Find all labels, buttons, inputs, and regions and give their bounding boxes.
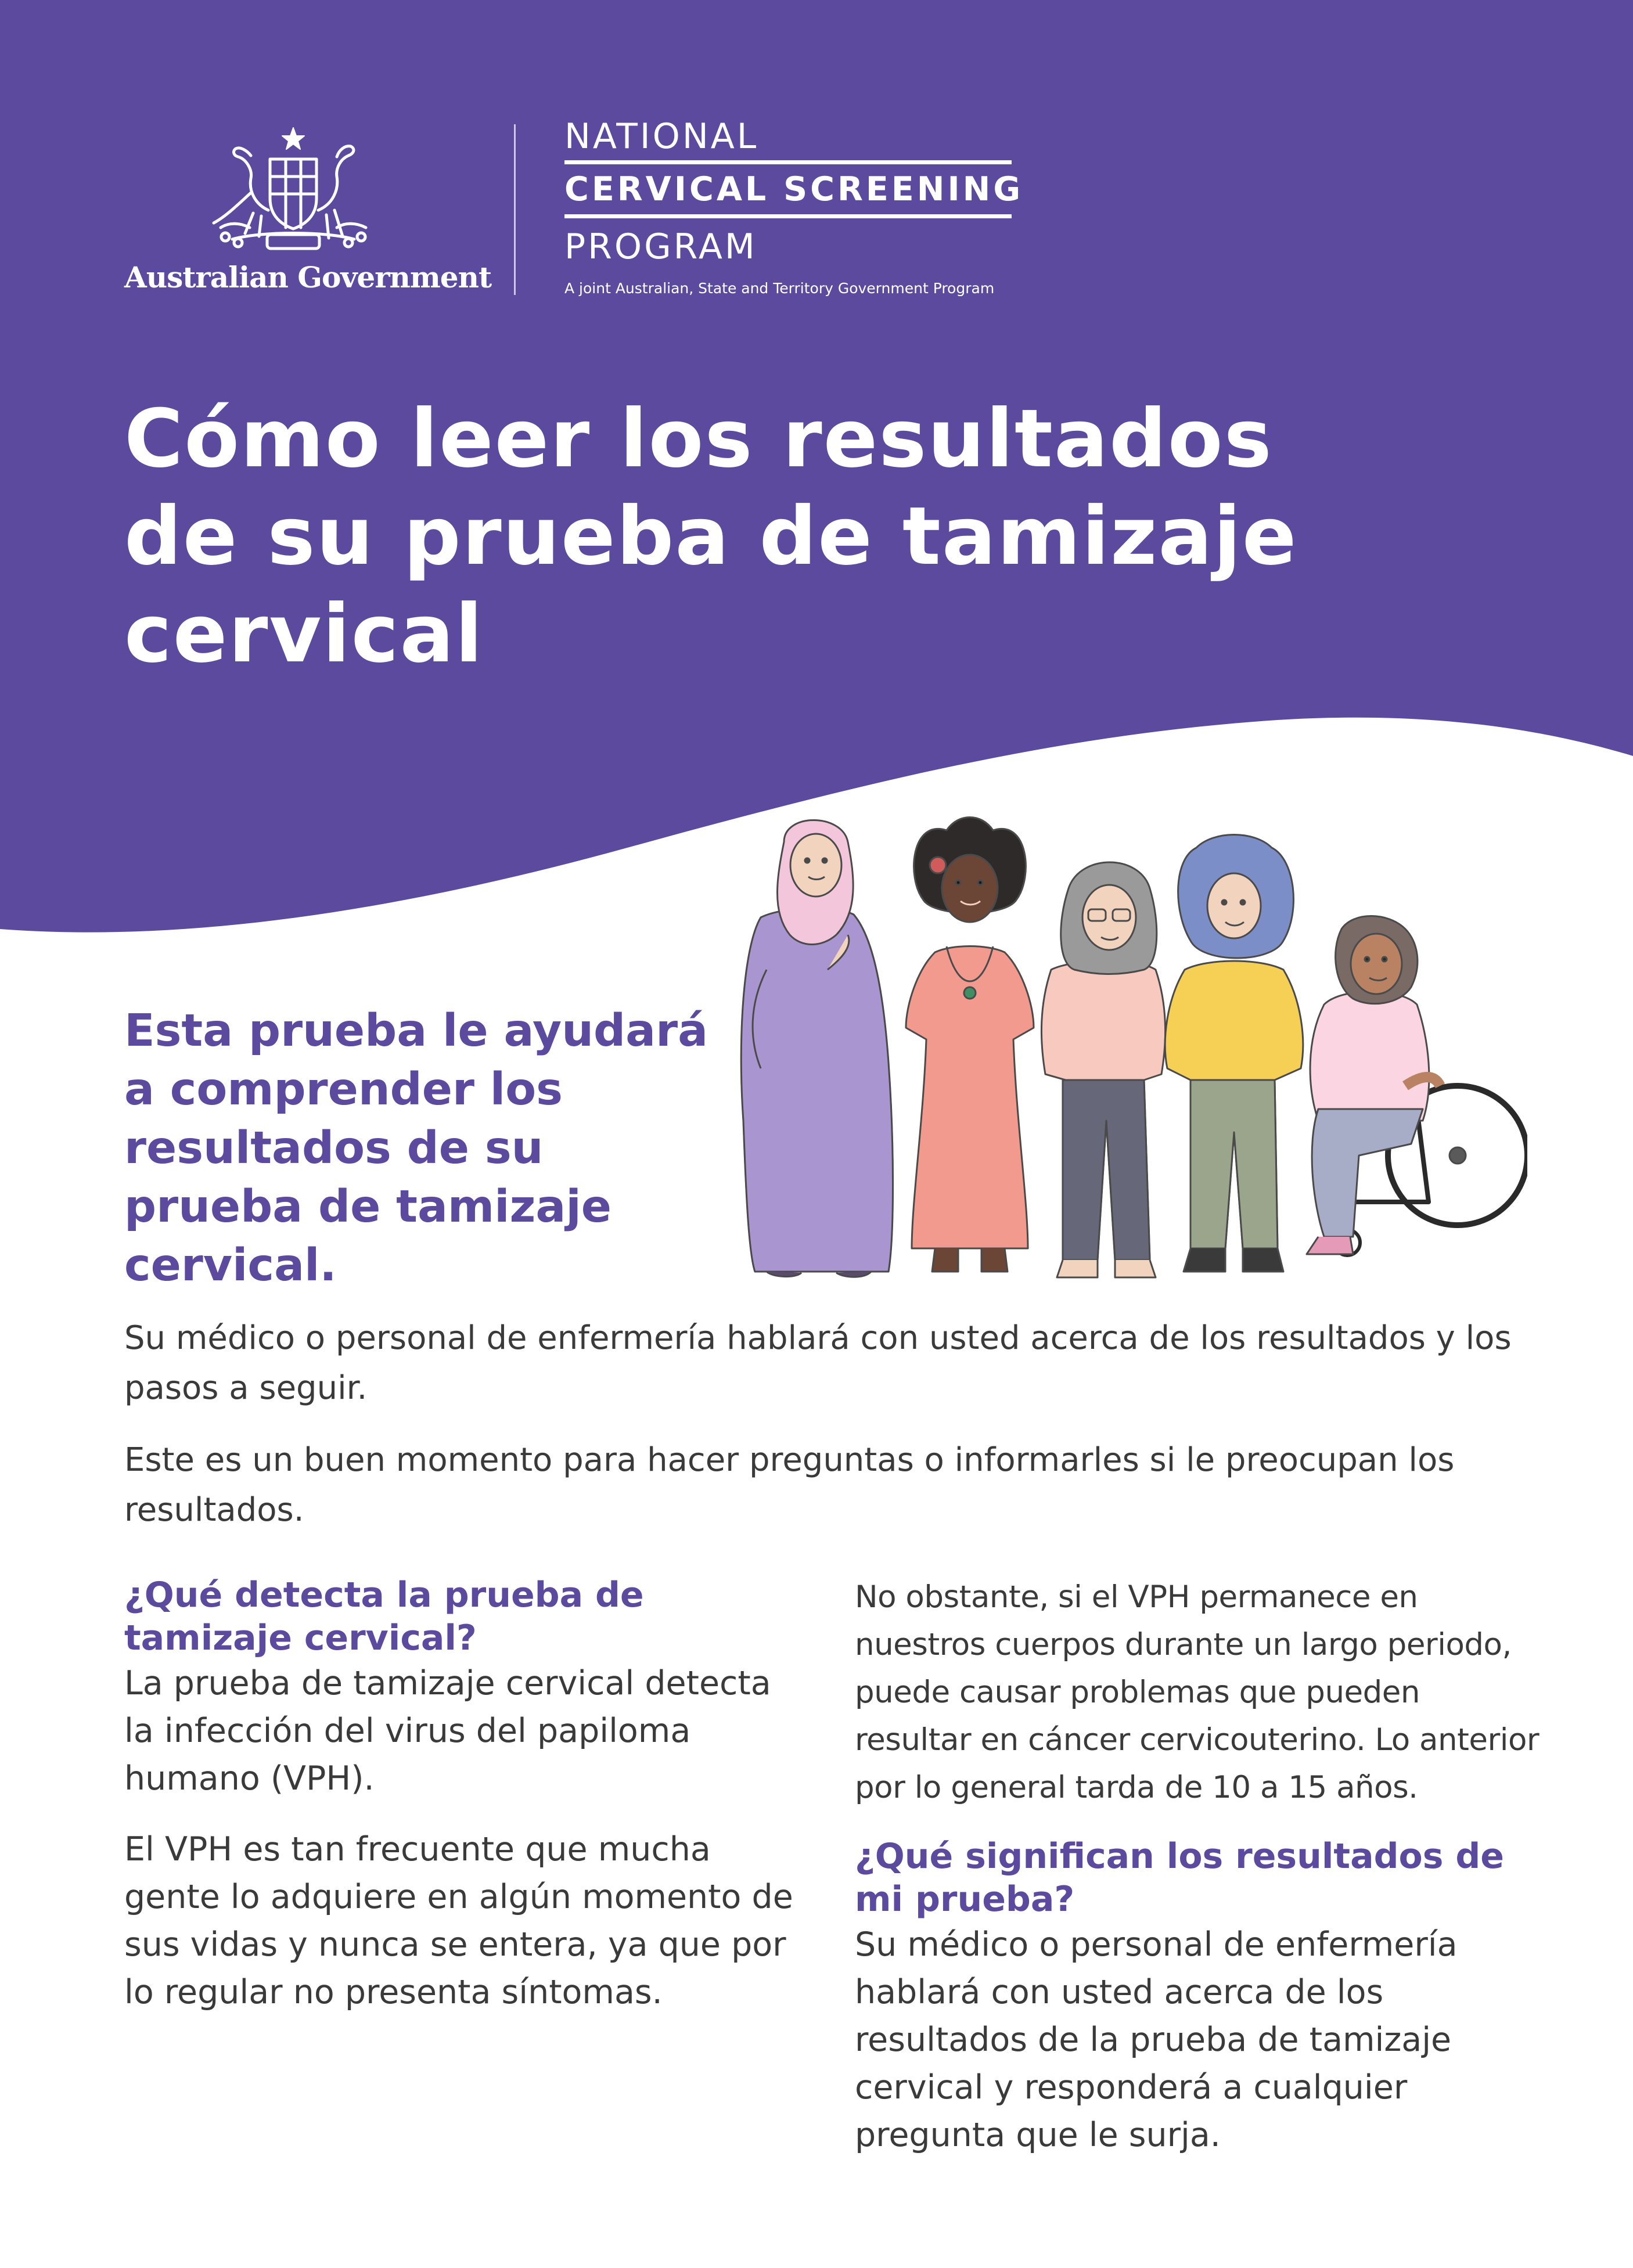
program-name: CERVICAL SCREENING — [564, 170, 1024, 208]
woman-hijab — [741, 820, 893, 1277]
body-paragraph: Su médico o personal de enfermería hablará con usted acerca de los resultados de la prueba de tamizaje cervical y responderá a cualquier pregunta que le surja. — [855, 1925, 1458, 2154]
women-illustration — [703, 795, 1527, 1283]
program-national: NATIONAL — [564, 116, 759, 157]
woman-peach-blouse — [1041, 862, 1165, 1277]
title-line: Cómo leer los resultados — [124, 392, 1273, 485]
body-paragraph: No obstante, si el VPH permanece en nuestros cuerpos durante un largo periodo, puede causar problemas que pueden resultar en cáncer cervicouterino. Lo anterior por lo general tarda de 10 a 15 años. — [855, 1579, 1540, 1805]
woman-wheelchair — [1307, 916, 1527, 1256]
title-line: cervical — [124, 587, 484, 681]
lead-statement: Esta prueba le ayudará a comprender los resultados de su prueba de tamizaje cervical. — [124, 1005, 708, 1291]
title-line: de su prueba de tamizaje — [124, 489, 1298, 583]
intro-paragraph: Este es un buen momento para hacer preguntas o informarles si le preocupan los resultados. — [124, 1441, 1455, 1529]
intro — [124, 1313, 1535, 1557]
logo-divider — [514, 124, 516, 295]
program-tagline: A joint Australian, State and Territory Government Program — [564, 280, 995, 297]
program-logo — [564, 116, 1024, 297]
woman-yellow-sweater — [1165, 835, 1303, 1272]
section-heading-what-detects: ¿Qué detecta la prueba de tamizaje cervical? — [124, 1575, 644, 1658]
left-column — [124, 1574, 810, 2039]
program-rule-bottom — [564, 214, 1012, 218]
program-rule-top — [564, 160, 1012, 164]
body-paragraph: El VPH es tan frecuente que mucha gente lo adquiere en algún momento de sus vidas y nunca se entera, ya que por lo regular no presenta síntomas. — [124, 1830, 793, 2011]
section-heading-what-mean: ¿Qué significan los resultados de mi prueba? — [855, 1836, 1504, 1920]
government-name: Australian Government — [124, 260, 492, 294]
program-word: PROGRAM — [564, 226, 757, 267]
body-paragraph: La prueba de tamizaje cervical detecta la infección del virus del papiloma humano (VPH). — [124, 1664, 771, 1798]
right-column — [855, 1574, 1540, 2182]
coat-of-arms-icon — [197, 123, 389, 257]
woman-coral-dress — [906, 818, 1034, 1272]
intro-paragraph: Su médico o personal de enfermería hablará con usted acerca de los resultados y los pasos a seguir. — [124, 1319, 1512, 1407]
page-title — [124, 390, 1518, 683]
